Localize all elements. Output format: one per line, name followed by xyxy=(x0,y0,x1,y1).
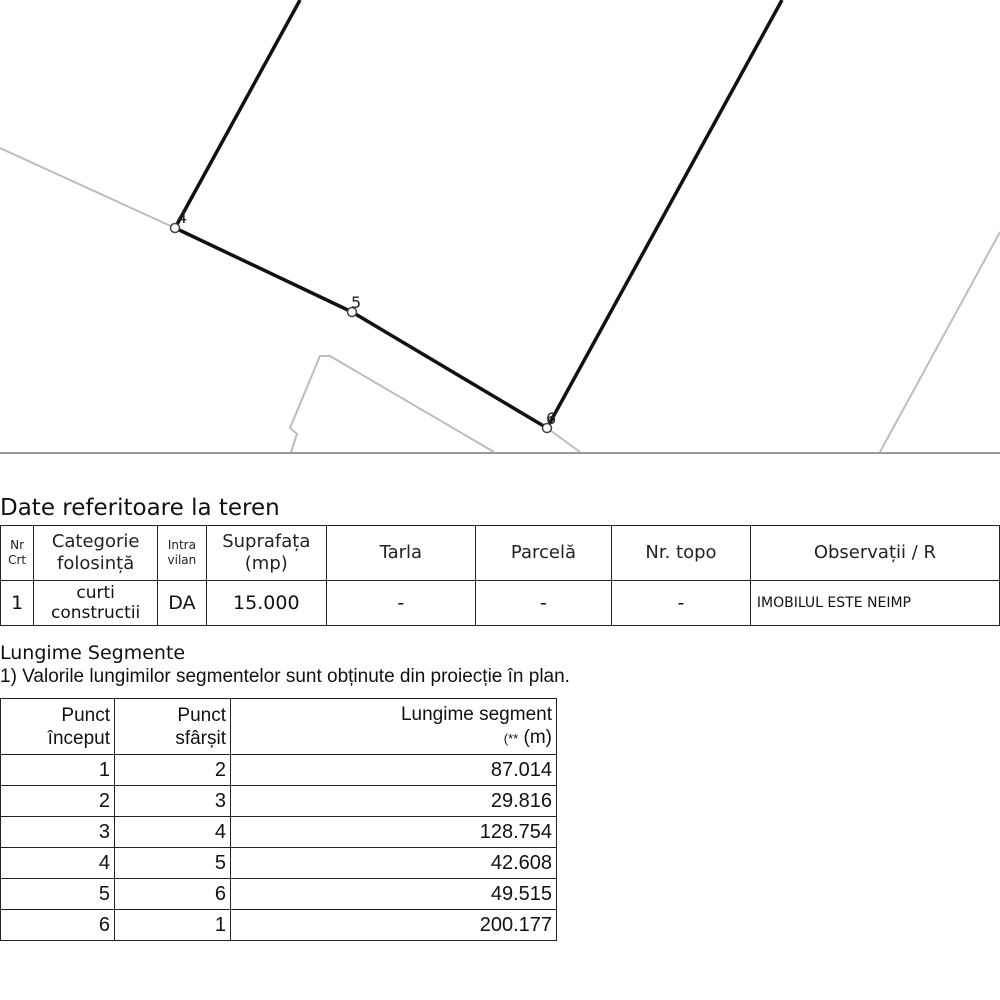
cell-lungime: 49.515 xyxy=(231,879,557,910)
parcel-plan-drawing xyxy=(0,0,1000,456)
segment-table-header xyxy=(1,699,557,755)
parcel-boundary-segment xyxy=(175,0,300,228)
cell-suprafata: 15.000 xyxy=(206,581,326,626)
segment-row xyxy=(1,786,557,817)
land-data-title: Date referitoare la teren xyxy=(0,495,280,521)
cell-categorie: curti constructii xyxy=(34,581,158,626)
cell-punct-inceput: 2 xyxy=(1,786,115,817)
neighbor-building-outline xyxy=(290,356,494,452)
cell-punct-inceput: 6 xyxy=(1,910,115,941)
segment-length-table xyxy=(0,698,557,941)
header-nr-topo: Nr. topo xyxy=(612,526,751,581)
cell-punct-inceput: 4 xyxy=(1,848,115,879)
vertex-label: 6 xyxy=(546,409,557,428)
vertex-label: 5 xyxy=(351,293,362,312)
land-table-row xyxy=(1,581,1000,626)
header-observatii: Observații / R xyxy=(750,526,999,581)
vertex-label: 4 xyxy=(177,208,188,227)
cell-nr: 1 xyxy=(1,581,34,626)
header-suprafata: Suprafața (mp) xyxy=(206,526,326,581)
segments-title: Lungime Segmente xyxy=(0,642,186,664)
header-punct-sfarsit: Punct sfârșit xyxy=(115,699,231,755)
header-punct-inceput: Punct început xyxy=(1,699,115,755)
header-lungime-segment: Lungime segment (** (m) xyxy=(231,699,557,755)
header-parcela: Parcelă xyxy=(475,526,611,581)
cell-intravilan: DA xyxy=(158,581,207,626)
cell-tarla: - xyxy=(326,581,475,626)
cell-lungime: 87.014 xyxy=(231,755,557,786)
segment-row xyxy=(1,848,557,879)
cell-parcela: - xyxy=(475,581,611,626)
parcel-boundary-segment xyxy=(352,312,547,428)
cell-observatii: IMOBILUL ESTE NEIMP xyxy=(750,581,999,626)
cell-punct-sfarsit: 4 xyxy=(115,817,231,848)
segment-row xyxy=(1,910,557,941)
unit-marker: (** xyxy=(503,731,519,746)
neighbor-boundary-line xyxy=(547,428,580,452)
segment-row xyxy=(1,879,557,910)
cell-lungime: 29.816 xyxy=(231,786,557,817)
segment-row xyxy=(1,817,557,848)
segment-row xyxy=(1,755,557,786)
cell-punct-inceput: 1 xyxy=(1,755,115,786)
cell-punct-sfarsit: 5 xyxy=(115,848,231,879)
cell-lungime: 42.608 xyxy=(231,848,557,879)
cell-nr-topo: - xyxy=(612,581,751,626)
cell-punct-sfarsit: 1 xyxy=(115,910,231,941)
neighbor-boundary-line xyxy=(880,232,1000,452)
parcel-boundary-segment xyxy=(547,0,782,428)
header-tarla: Tarla xyxy=(326,526,475,581)
cell-punct-sfarsit: 3 xyxy=(115,786,231,817)
cell-punct-sfarsit: 2 xyxy=(115,755,231,786)
header-intravilan: Intra vilan xyxy=(158,526,207,581)
cell-lungime: 200.177 xyxy=(231,910,557,941)
header-categorie: Categorie folosință xyxy=(34,526,158,581)
cell-punct-inceput: 5 xyxy=(1,879,115,910)
cell-punct-sfarsit: 6 xyxy=(115,879,231,910)
land-data-table xyxy=(0,525,1000,626)
land-table-header xyxy=(1,526,1000,581)
parcel-boundary-segment xyxy=(175,228,352,312)
segments-note: 1) Valorile lungimilor segmentelor sunt obținute din proiecție în plan. xyxy=(0,666,570,687)
header-nr-crt: Nr Crt xyxy=(1,526,34,581)
unit-label: (m) xyxy=(523,727,552,748)
neighbor-boundary-line xyxy=(0,148,175,228)
cell-punct-inceput: 3 xyxy=(1,817,115,848)
cell-lungime: 128.754 xyxy=(231,817,557,848)
